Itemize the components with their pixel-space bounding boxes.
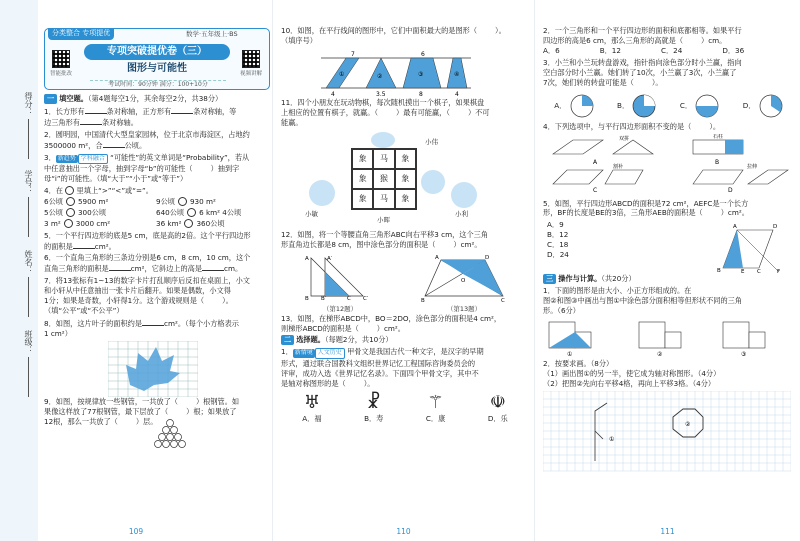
- svg-text:D: D: [728, 186, 733, 192]
- q10-shape-label-4: ④: [454, 70, 460, 78]
- svg-text:拉伸: 拉伸: [747, 163, 758, 170]
- page-number-111: 111: [660, 526, 675, 536]
- child-xiaomin-avatar: [309, 180, 335, 206]
- section-1-heading: 一 填空题。（第4题每空1分，其余每空2分，共38分）: [44, 94, 268, 104]
- question-s2-5: 5．如图，平行四边形ABCD的面积是72 cm²，AEFC是一个长方 形，BF的长度是BE的3倍，三角形AEB的面积是（ ）cm²。: [543, 198, 749, 218]
- svg-text:双拼: 双拼: [619, 135, 630, 142]
- qr-left-label: 智能批改: [49, 71, 72, 77]
- choice-option[interactable]: C．24: [660, 45, 683, 55]
- choice-option[interactable]: B．12: [599, 45, 621, 55]
- svg-text:F: F: [777, 269, 781, 275]
- compare-circle[interactable]: [66, 208, 75, 217]
- trapezoid-figure: [421, 252, 507, 302]
- svg-text:O: O: [461, 277, 466, 284]
- svg-text:②: ②: [657, 351, 663, 357]
- chess-cell: 马: [373, 149, 394, 169]
- page-111-content: [543, 26, 795, 478]
- q4-right-value: 930 m²: [189, 196, 216, 206]
- qr-right-label: 视频讲解: [239, 71, 262, 77]
- chess-cell: 象: [352, 189, 373, 209]
- svg-text:割补: 割补: [613, 163, 624, 170]
- choice-option[interactable]: A．9: [547, 220, 564, 230]
- q5-block: [543, 220, 795, 274]
- svg-text:E: E: [741, 269, 745, 275]
- leaf-shape: [126, 347, 180, 391]
- oracle-glyph-le: ☫: [489, 392, 506, 414]
- section-2-heading: 二 选择题。（每题2分，共10分）: [281, 335, 529, 345]
- question-2: 2．圆明园，中国清代大型皇家园林，位于北京市海淀区，占地约 3500000 m²，合 公顷。: [44, 129, 250, 150]
- option-c[interactable]: ⚚ C．康: [425, 392, 446, 424]
- compare-circle[interactable]: [187, 208, 196, 217]
- question-s2-2: 2．一个三角形和一个平行四边形的面积和底都相等。如果平行 四边形的高是6 cm，那么三角形的高就是（ ）cm。 A．6 B．12 C．24 D．36: [543, 26, 795, 56]
- question-4: 4．在 里填上“>”“<”或“=”。 6公顷 5900 m² 9公顷 930 m² 5公顷 300公顷 640公顷 6 km² 4公顷 3 m² 3000 cm² 36 km² 360公顷: [44, 186, 268, 229]
- child-xiaohui-avatar: [371, 132, 395, 148]
- question-11: 11．四个小朋友在玩动物棋，每次随机摸出一个棋子，如果棋盘 上相应的位置有棋子，就赢。（ ）最有可能赢，（ ）不可 能赢。: [281, 97, 490, 127]
- svg-text:C′: C′: [363, 295, 369, 302]
- q4-row: [44, 208, 268, 218]
- q4-right-value: 300公顷: [77, 207, 107, 217]
- q13-caption: （第13题）: [446, 304, 482, 313]
- spinner-options: [543, 90, 795, 122]
- qr-code-right[interactable]: [242, 50, 260, 68]
- page-109: [0, 0, 272, 541]
- option-b[interactable]: ☧ B．寿: [364, 392, 384, 424]
- q12-q13-figures: [281, 252, 529, 314]
- page-number-110: 110: [396, 526, 411, 536]
- svg-text:A: A: [733, 224, 737, 231]
- compare-circle[interactable]: [184, 219, 193, 228]
- page-110-content: [281, 26, 529, 424]
- svg-text:A: A: [593, 158, 598, 166]
- qr-code-left[interactable]: [52, 50, 70, 68]
- question-8: 8．如图，这片叶子的面积约是 cm²。（每个小方格表示 1 cm²）: [44, 319, 239, 339]
- oracle-options: [281, 392, 529, 424]
- question-s3-1: 1．下面的图形是由大小、小正方形组成的。在 图②和图③中画出与图①中涂色部分面积相等但形状不同的三角 形。（6分）: [543, 286, 743, 316]
- page-109-content: [44, 94, 268, 449]
- q4-row: [44, 197, 268, 207]
- svg-text:石柱: 石柱: [713, 133, 724, 140]
- q10-shape-label-2: ②: [377, 72, 383, 80]
- drawing-grid: [543, 391, 791, 475]
- parallel-shapes-figure: [321, 48, 471, 98]
- question-5: 5．一个平行四边形的底是5 cm，底是高的2倍。这个平行四边形 的面积是 cm²。: [44, 230, 251, 251]
- svg-text:C: C: [757, 269, 761, 275]
- spinner-option-b[interactable]: B．: [617, 93, 657, 119]
- compare-circle[interactable]: [64, 219, 73, 228]
- chess-cell: 猴: [373, 169, 394, 189]
- question-s2-3: 3．小兰和小兰玩转盘游戏，指针指向涂色部分时小兰赢，指向 空白部分时小兰赢。她们转了10次，小兰赢了3次，小兰赢了 7次，她们转的转盘可能是（ ）。: [543, 57, 742, 87]
- svg-text:D: D: [485, 254, 490, 261]
- q4-left-value: 36 km²: [156, 218, 182, 228]
- q10-top-label-1: 7: [351, 50, 355, 58]
- name-xiaohui: 小晖: [377, 215, 390, 224]
- name-field: 姓名：: [4, 250, 34, 317]
- question-s3-2: 2．按要求画。（8分） （1）画出图①的另一半，使它成为轴对称图形。（4分） （2）把图②先向右平移4格，再向上平移3格。（4分）: [543, 359, 721, 388]
- svg-text:C: C: [501, 297, 505, 302]
- svg-text:③: ③: [741, 351, 747, 357]
- name-xiaomin: 小敏: [305, 209, 318, 218]
- page-110: [272, 0, 534, 541]
- q10-bottom-label-3: 8: [419, 90, 423, 98]
- name-xiaoli: 小利: [455, 209, 468, 218]
- question-14: 1． 新情境 人文历史 甲骨文是我国古代一种文字，是汉字的早期 形式，通过联合国教科文组织世界记忆工程国际咨询委员会的 评审，成功入选《世界记忆名录》。下面四个甲骨文字，其中不 是轴对称图形的是（ ）。: [281, 347, 484, 388]
- question-6: 6．一个直角三角形的三条边分别是6 cm，8 cm，10 cm，这个 直角三角形的面积是 cm²，它斜边上的高是 cm。: [44, 253, 251, 274]
- svg-text:①: ①: [567, 351, 573, 357]
- compare-circle[interactable]: [66, 197, 75, 206]
- grade-label: 数学·五年级上·BS: [186, 30, 238, 38]
- question-3: 3． 新趋势 学科融合 “可能性”的英文单词是“Probability”，若从 中任意抽出一个字母，抽到字母“b”的可能性（ ）抽到字 母“i”的可能性。（填“大于”“小于”或“等于”）: [44, 152, 250, 183]
- q4-left-value: 3 m²: [44, 218, 61, 228]
- svg-text:B′: B′: [321, 295, 327, 302]
- question-7: 7．将13张标有1~13的数字卡片打乱顺序后反扣在桌面上，小文 和小轩从中任意抽出一张卡片后翻开。如果是偶数，小文得 1分；如果是奇数，小轩得1分。这个游戏规则是（ ）。 （填“公平”或“不公平”）: [44, 276, 250, 316]
- page-title: 专项突破提优卷（三）: [84, 44, 230, 60]
- question-12: 12．如图，将一个等腰直角三角形ABC向右平移3 cm，这个三角 形直角边长都是8 cm，图中涂色部分的面积是（ ）cm²。: [281, 229, 489, 249]
- q4-left-value: 5公顷: [44, 207, 63, 217]
- option-d[interactable]: ☫ D．乐: [487, 392, 508, 424]
- svg-text:A: A: [435, 254, 439, 261]
- child-xiaowei-avatar: [421, 170, 445, 194]
- q12-caption: （第12题）: [322, 304, 358, 313]
- q4-left-value: 640公顷: [156, 207, 185, 217]
- parallelogram-aefc-figure: [713, 220, 783, 274]
- question-s2-4: 4．下列选项中，与平行四边形面积不变的是（ ）。: [543, 121, 721, 131]
- q4-right-value: 360公顷: [196, 218, 225, 228]
- svg-text:D: D: [773, 224, 778, 231]
- choice-option[interactable]: B．12: [547, 230, 569, 240]
- category-tag: 分类整合 专项提优: [48, 28, 114, 40]
- svg-text:B: B: [717, 268, 721, 275]
- chess-cell: 象: [395, 149, 416, 169]
- score-field: 得分：: [4, 92, 34, 159]
- svg-text:①: ①: [609, 435, 615, 443]
- page-number-109: 109: [128, 526, 144, 536]
- spinner-option-a[interactable]: A．: [554, 93, 594, 119]
- chess-cell: 马: [373, 189, 394, 209]
- question-1: 1．长方形有 条对称轴，正方形有 条对称轴，等 边三角形有 条对称轴。: [44, 106, 237, 127]
- choice-option[interactable]: D．24: [547, 250, 569, 260]
- square-triangle-figures: [543, 318, 793, 356]
- parallelogram-options-figure: [543, 134, 793, 192]
- q4-right-value: 3000 cm²: [75, 218, 111, 228]
- q4-right-value: 5900 m²: [77, 196, 109, 206]
- svg-text:B: B: [421, 297, 425, 302]
- question-10: 10．如图，在平行线间的图形中，它们中面积最大的是图形（ ）。 （填序号）: [281, 26, 506, 45]
- exam-info: 考试时间：90分钟 满分：100+10分: [90, 80, 226, 89]
- question-13: 13．如图，在梯形ABCD中，BO＝2DO，涂色部分的面积是4 cm²， 则梯形ABCD的面积是（ ）cm²。: [281, 313, 502, 333]
- q4-right-value: 6 km² 4公顷: [199, 207, 242, 217]
- chess-board: [351, 148, 417, 210]
- svg-text:②: ②: [685, 420, 691, 428]
- compare-circle[interactable]: [178, 197, 187, 206]
- q5-options: [547, 220, 569, 260]
- svg-text:C: C: [347, 295, 351, 302]
- oracle-glyph-kang: ⚚: [427, 392, 444, 414]
- q10-bottom-label-1: 4: [331, 90, 335, 98]
- choice-option[interactable]: D．36: [722, 45, 745, 55]
- oracle-glyph-shou: ☧: [366, 392, 381, 414]
- leaf-grid-figure: [108, 341, 198, 397]
- choice-option[interactable]: C．18: [547, 240, 569, 250]
- q10-shape-label-1: ①: [339, 70, 345, 78]
- section-3-heading: 三 操作与计算。（共20分）: [543, 274, 795, 284]
- class-field: 班级：: [4, 330, 34, 397]
- q10-bottom-label-2: 3.5: [376, 90, 386, 98]
- option-a[interactable]: ♅ A．福: [302, 392, 322, 424]
- chess-cell: 象: [352, 149, 373, 169]
- child-xiaoli-avatar: [451, 182, 477, 208]
- choice-option[interactable]: A．6: [543, 45, 560, 55]
- q4-comparison-grid: [44, 197, 268, 229]
- svg-text:A′: A′: [327, 255, 333, 262]
- q2-options: [543, 46, 795, 56]
- q4-left-value: 6公顷: [44, 196, 63, 206]
- chess-cell: 象: [395, 169, 416, 189]
- q10-shape-label-3: ③: [418, 70, 424, 78]
- q4-row: [44, 219, 268, 229]
- svg-text:B: B: [715, 158, 720, 166]
- question-9: 9．如图，按规律放一些钢管，一共放了（ ）根钢管。如 果像这样放了77根钢管，最下层放了（ ）根；如果放了 12根，那么一共放了（ ）层。: [44, 396, 240, 426]
- q4-left-value: 9公顷: [156, 196, 175, 206]
- spinner-option-c[interactable]: C．: [680, 93, 721, 119]
- oracle-glyph-fu: ♅: [303, 392, 320, 414]
- chess-cell: 象: [352, 169, 373, 189]
- name-xiaowei: 小伟: [425, 137, 438, 146]
- q10-bottom-label-4: 4: [455, 90, 459, 98]
- page-subtitle: 图形与可能性: [127, 63, 187, 74]
- svg-text:C: C: [593, 186, 598, 192]
- svg-text:B: B: [305, 295, 309, 302]
- chess-cell: 象: [395, 189, 416, 209]
- spinner-option-d[interactable]: D．: [743, 93, 784, 119]
- animal-chess-figure: [281, 130, 529, 230]
- id-field: 学号：: [4, 170, 34, 237]
- page-111: [534, 0, 800, 541]
- q10-top-label-2: 6: [421, 50, 425, 58]
- triangle-translation-figure: [303, 252, 377, 302]
- svg-text:A: A: [305, 255, 309, 262]
